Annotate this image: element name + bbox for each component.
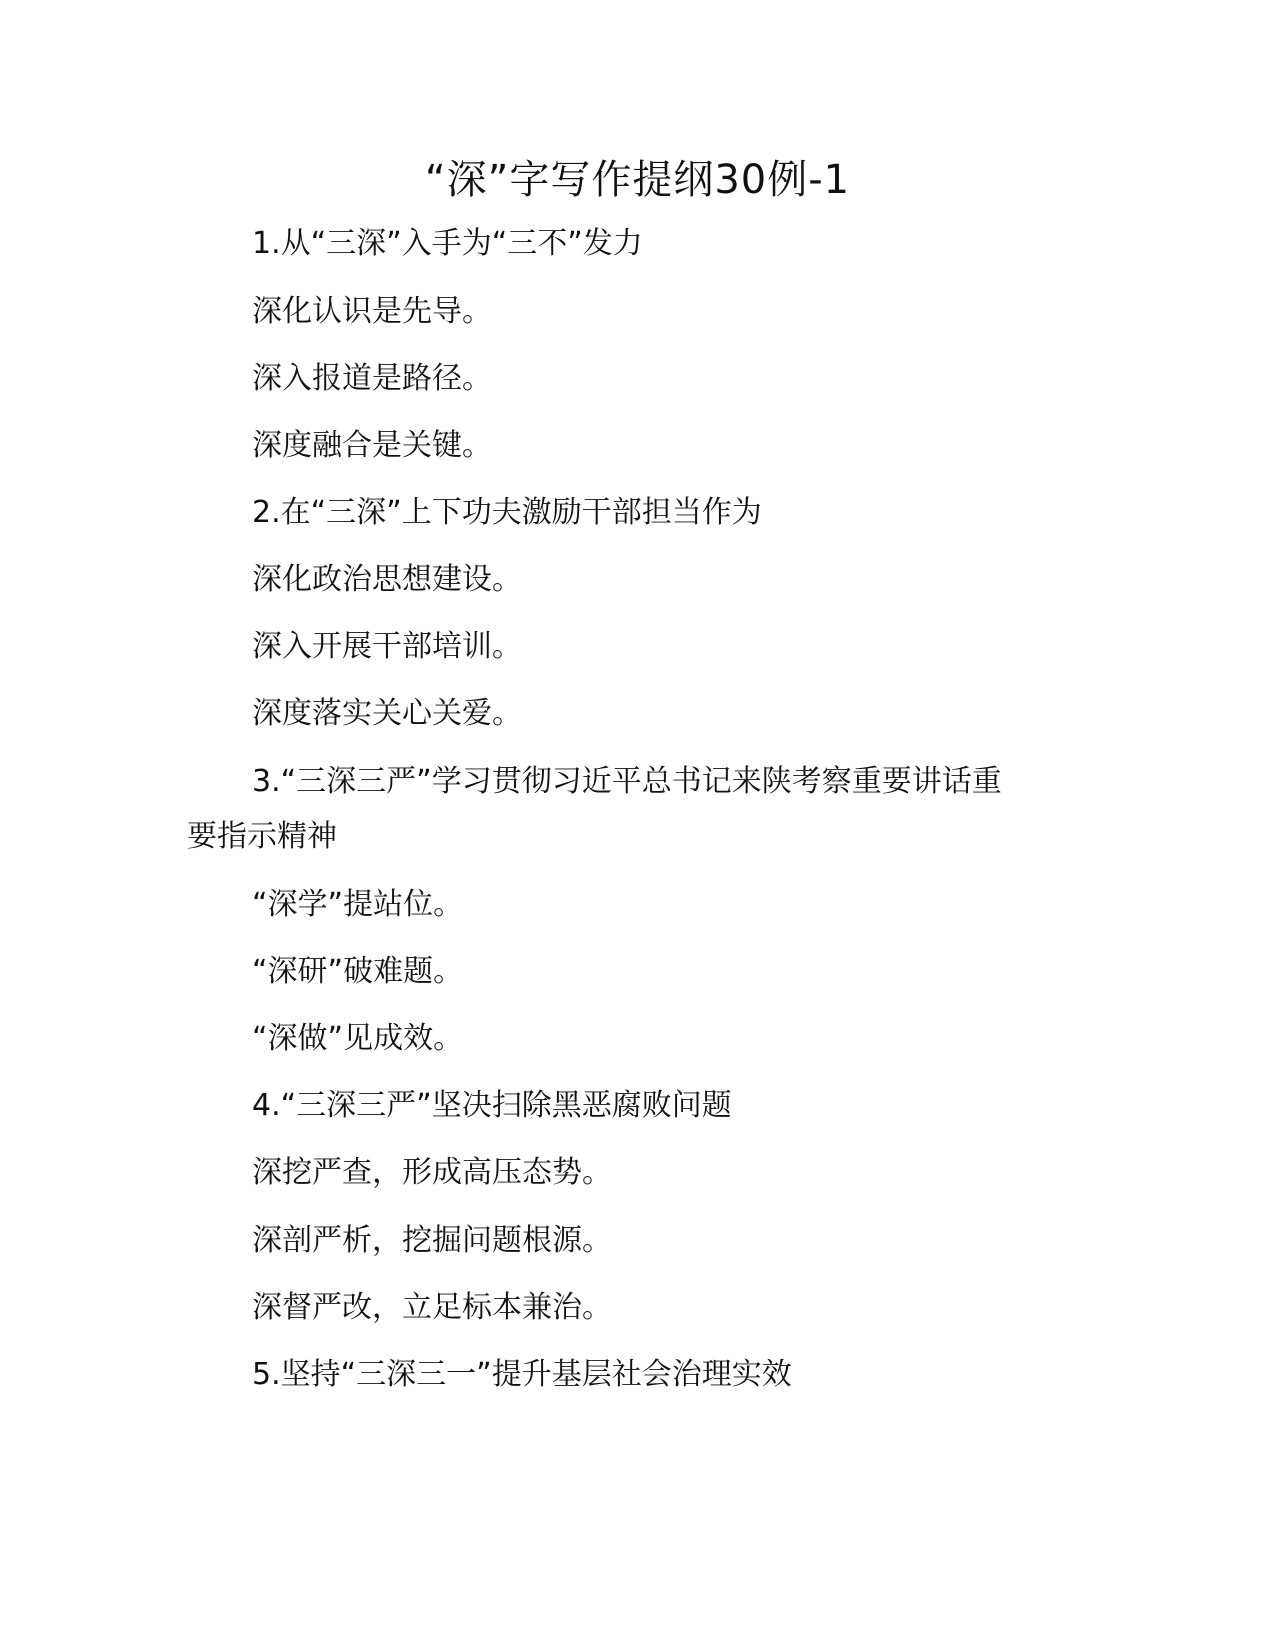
paragraph-line: 深入开展干部培训。 [252, 629, 522, 664]
paragraph-line: 深化政治思想建设。 [252, 562, 522, 597]
heading-item-3-continuation: 要指示精神 [187, 819, 337, 854]
heading-item-1: 1.从“三深”入手为“三不”发力 [252, 226, 643, 261]
paragraph-line: 深度落实关心关爱。 [252, 696, 522, 731]
paragraph-line: 深督严改，立足标本兼治。 [252, 1290, 612, 1325]
heading-item-2: 2.在“三深”上下功夫激励干部担当作为 [252, 495, 762, 530]
heading-item-5: 5.坚持“三深三一”提升基层社会治理实效 [252, 1357, 792, 1392]
paragraph-line: 深剖严析，挖掘问题根源。 [252, 1223, 612, 1258]
paragraph-line: 深挖严查，形成高压态势。 [252, 1155, 612, 1190]
paragraph-line: “深学”提站位。 [252, 887, 464, 922]
paragraph-line: 深化认识是先导。 [252, 294, 492, 329]
document-title: “深”字写作提纲30例-1 [424, 157, 851, 203]
paragraph-line: “深做”见成效。 [252, 1021, 464, 1056]
heading-item-4: 4.“三深三严”坚决扫除黑恶腐败问题 [252, 1088, 732, 1123]
paragraph-line: 深度融合是关键。 [252, 428, 492, 463]
heading-item-3: 3.“三深三严”学习贯彻习近平总书记来陕考察重要讲话重 [252, 764, 1002, 799]
paragraph-line: “深研”破难题。 [252, 954, 464, 989]
paragraph-line: 深入报道是路径。 [252, 361, 492, 396]
